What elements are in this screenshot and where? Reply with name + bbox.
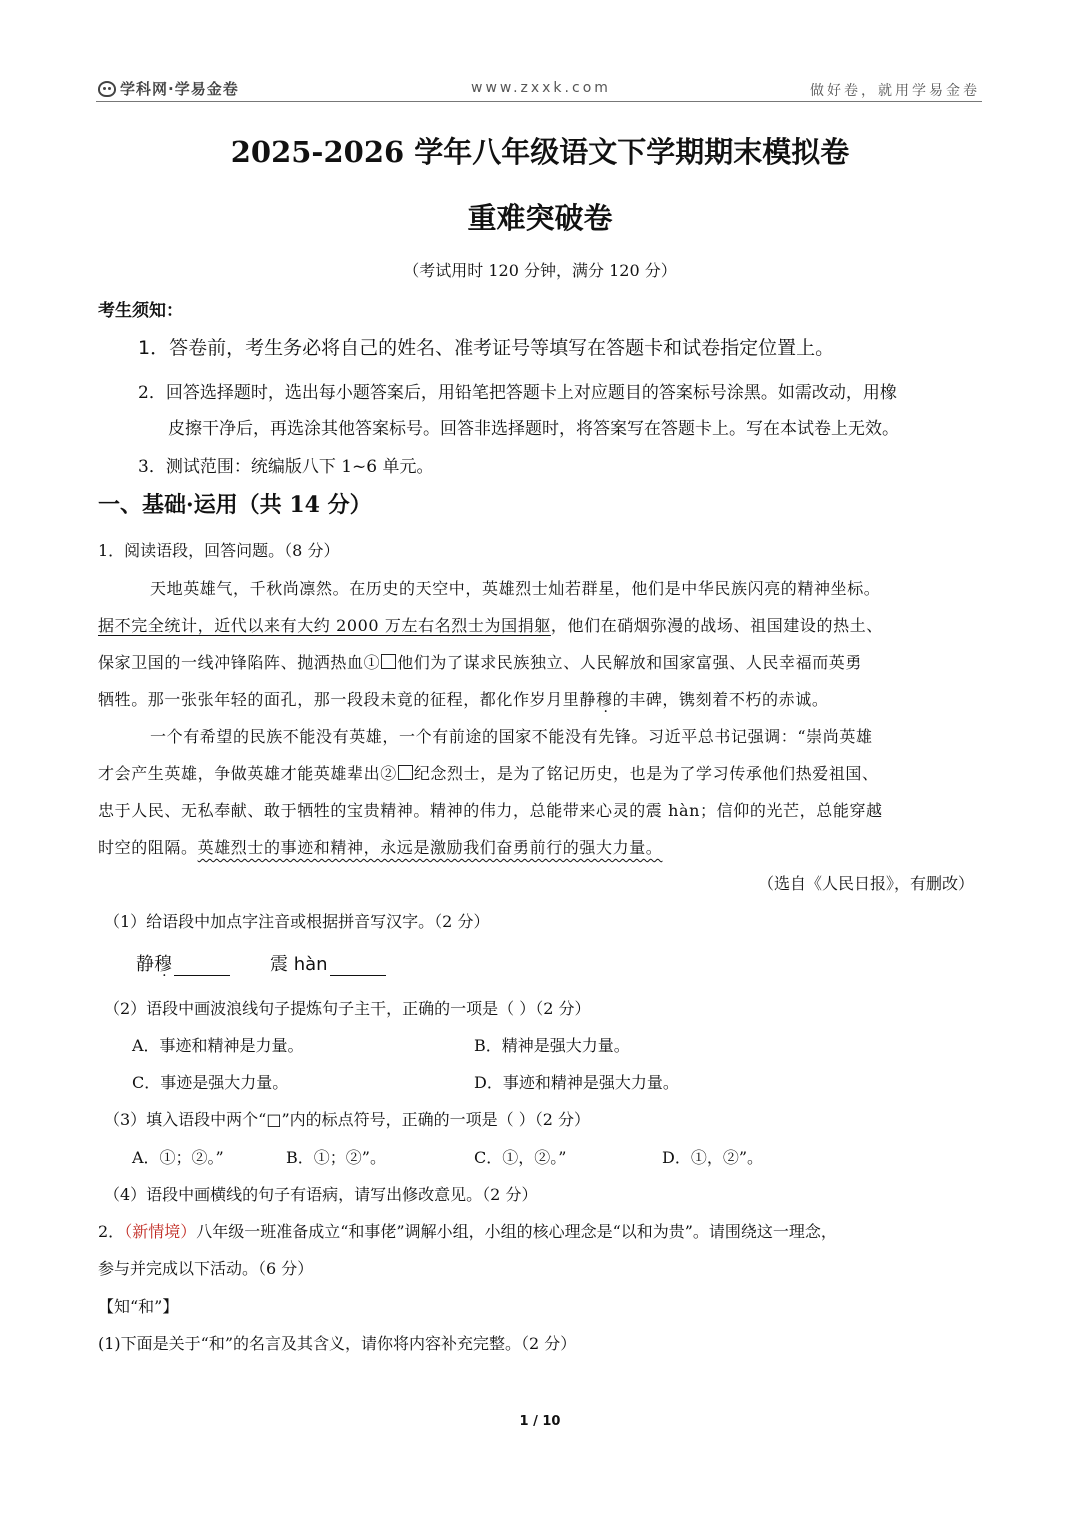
blank-box — [381, 654, 396, 669]
pinyin-text: hàn — [668, 801, 701, 820]
option-d: D．①，②”。 — [662, 1148, 764, 1167]
passage-line: 据不完全统计，近代以来有大约 2000 万左右名烈士为国捐躯，他们在硝烟弥漫的战场、祖国建设的热土、 — [98, 616, 883, 635]
header-url: www.zxxk.com — [471, 80, 611, 96]
answer-line-1: 静穆 — [136, 950, 230, 976]
header-slogan: 做好卷，就用学易金卷 — [810, 83, 980, 99]
brand-name: 学科网·学易金卷 — [120, 80, 239, 98]
sub-question-4: （4）语段中画横线的句子有语病，请写出修改意见。（2 分） — [104, 1185, 538, 1204]
notice-item-2-cont: 皮擦干净后，再选涂其他答案标号。回答非选择题时，将答案写在答题卡上。写在本试卷上无效。 — [168, 419, 899, 439]
answer-blank[interactable] — [330, 959, 386, 976]
question-2-stem-cont: 参与并完成以下活动。（6 分） — [98, 1259, 314, 1278]
notice-item-1: 1．答卷前，考生务必将自己的姓名、准考证号等填写在答题卡和试卷指定位置上。 — [138, 337, 835, 359]
new-context-tag: （新情境） — [124, 1222, 197, 1241]
pinyin-text: hàn — [293, 954, 328, 975]
question-2-sub-1: (1)下面是关于“和”的名言及其含义，请你将内容补充完整。（2 分） — [98, 1334, 577, 1353]
option-d: D．事迹和精神是强大力量。 — [474, 1073, 679, 1092]
exam-time: （考试用时 120 分钟，满分 120 分） — [403, 261, 677, 280]
passage-line: 才会产生英雄，争做英雄才能英雄辈出② 纪念烈士，是为了铭记历史，也是为了学习传承他们热爱祖国、 — [98, 764, 879, 783]
dotted-char: 穆 — [596, 690, 613, 709]
passage-line: 保家卫国的一线冲锋陷阵、抛洒热血① 他们为了谋求民族独立、人民解放和国家富强、人民幸福而英勇 — [98, 653, 863, 672]
passage-line: 天地英雄气，千秋尚凛然。在历史的天空中，英雄烈士灿若群星，他们是中华民族闪亮的精神坐标。 — [150, 579, 881, 598]
option-a: A．①；②。” — [132, 1148, 224, 1167]
passage-line: 一个有希望的民族不能没有英雄，一个有前途的国家不能没有先锋。习近平总书记强调：“崇尚英雄 — [150, 727, 873, 746]
wavy-sentence: 英雄烈士的事迹和精神，永远是激励我们奋勇前行的强大力量。 — [197, 838, 663, 857]
activity-heading: 【知“和”】 — [98, 1297, 179, 1316]
sub-question-3: （3）填入语段中两个“□”内的标点符号，正确的一项是（ ）（2 分） — [104, 1110, 591, 1129]
sub-question-1: （1）给语段中加点字注音或根据拼音写汉字。（2 分） — [104, 912, 490, 931]
notice-item-2: 2．回答选择题时，选出每小题答案后，用铅笔把答题卡上对应题目的答案标号涂黑。如需改动，用橡 — [138, 383, 897, 403]
section-heading: 一、基础·运用（共 14 分） — [98, 492, 372, 518]
option-b: B．精神是强大力量。 — [474, 1036, 630, 1055]
header-divider — [96, 101, 982, 102]
page-number: 1 / 10 — [519, 1414, 561, 1429]
notice-heading: 考生须知： — [98, 301, 183, 321]
page-subtitle: 重难突破卷 — [467, 201, 613, 235]
passage-line: 时空的阻隔。英雄烈士的事迹和精神，永远是激励我们奋勇前行的强大力量。 — [98, 838, 663, 857]
page-title: 2025-2026 学年八年级语文下学期期末模拟卷 — [230, 135, 850, 169]
dotted-char: 穆 — [154, 954, 172, 975]
blank-box — [398, 765, 413, 780]
sub-question-2: （2）语段中画波浪线句子提炼句子主干，正确的一项是（ ）（2 分） — [104, 999, 591, 1018]
option-c: C．事迹是强大力量。 — [132, 1073, 289, 1092]
underlined-sentence: 据不完全统计，近代以来有大约 2000 万左右名烈士为国捐躯 — [98, 616, 551, 635]
passage-line: 牺牲。那一张张年轻的面孔，那一段段未竟的征程，都化作岁月里静穆的丰碑，镌刻着不朽的赤诚。 — [98, 690, 829, 709]
logo-icon — [98, 81, 116, 97]
brand-logo — [98, 78, 239, 99]
notice-item-3: 3．测试范围：统编版八下 1~6 单元。 — [138, 457, 434, 477]
option-c: C．①，②。” — [474, 1148, 567, 1167]
answer-blank[interactable] — [174, 959, 230, 976]
option-b: B．①；②”。 — [286, 1148, 386, 1167]
question-2-stem: 2．（新情境）八年级一班准备成立“和事佬”调解小组，小组的核心理念是“以和为贵”。请围绕这一理念， — [98, 1222, 837, 1241]
passage-line: 忠于人民、无私奉献、敢于牺牲的宝贵精神。精神的伟力，总能带来心灵的震 hàn；信仰的光芒，总能穿越 — [98, 801, 883, 820]
option-a: A．事迹和精神是力量。 — [132, 1036, 304, 1055]
passage-source: （选自《人民日报》，有删改） — [757, 874, 974, 893]
question-1-stem: 1．阅读语段，回答问题。（8 分） — [98, 541, 340, 560]
answer-line-2: 震 hàn — [270, 950, 386, 976]
